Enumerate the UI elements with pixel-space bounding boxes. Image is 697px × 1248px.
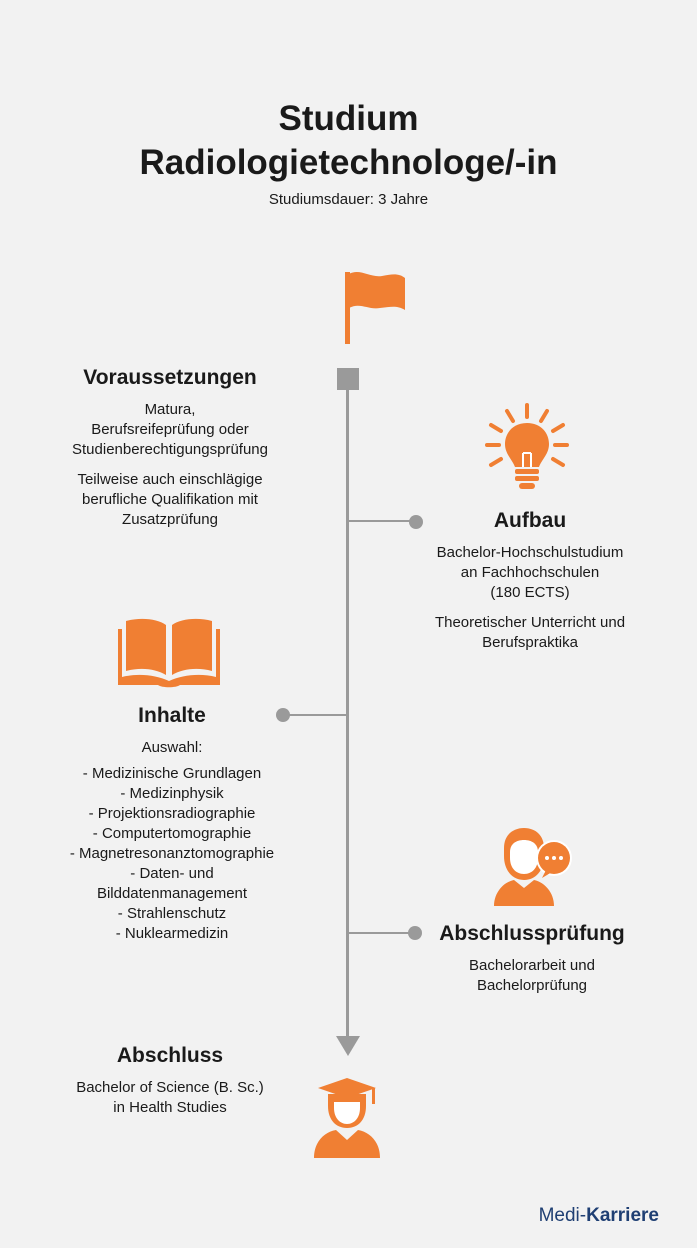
- logo-part2: Karriere: [586, 1205, 659, 1226]
- list-item: - Medizinphysik: [120, 785, 224, 802]
- text-line: Berufspraktika: [482, 634, 578, 651]
- heading-abschlusspruefung: Abschlussprüfung: [439, 922, 625, 945]
- text-line: Bachelorarbeit und: [469, 957, 595, 974]
- abschluss-text: [40, 1078, 300, 1118]
- list-item: Bilddatenmanagement: [96, 885, 248, 902]
- text-line: Studienberechtigungsprüfung: [72, 441, 268, 458]
- speech-person-icon: [492, 826, 574, 908]
- voraussetzungen-text-1: [40, 400, 300, 460]
- list-item: - Medizinische Grundlagen: [82, 765, 262, 782]
- text-line: in Health Studies: [113, 1099, 227, 1116]
- text-line: Bachelor of Science (B. Sc.): [76, 1079, 264, 1096]
- book-icon: [116, 615, 222, 689]
- text-line: Bachelor-Hochschulstudium: [436, 544, 624, 561]
- timeline-start-marker: [337, 368, 359, 390]
- list-item: - Magnetresonanztomographie: [69, 845, 275, 862]
- page-title-line1: Studium: [278, 99, 419, 138]
- flag-icon: [342, 270, 408, 346]
- medi-karriere-logo: [539, 1204, 659, 1228]
- aufbau-text-1: [400, 543, 660, 603]
- list-item: - Strahlenschutz: [117, 905, 227, 922]
- page-title-line2: Radiologietechnologe/-in: [139, 143, 558, 182]
- list-item: - Daten- und: [130, 865, 214, 882]
- text-line: berufliche Qualifikation mit: [82, 491, 258, 508]
- logo-part1: Medi-: [538, 1205, 587, 1226]
- text-line: Zusatzprüfung: [122, 511, 218, 528]
- heading-inhalte: Inhalte: [138, 704, 206, 727]
- text-line: an Fachhochschulen: [460, 564, 600, 581]
- study-duration: Studiumsdauer: 3 Jahre: [268, 191, 429, 208]
- heading-aufbau: Aufbau: [493, 509, 567, 532]
- timeline-arrow: [336, 1036, 360, 1056]
- aufbau-text-2: [400, 613, 660, 653]
- text-line: Matura,: [144, 401, 196, 418]
- inhalte-intro: Auswahl:: [141, 739, 203, 756]
- voraussetzungen-text-2: [40, 470, 300, 530]
- lightbulb-icon: [485, 403, 569, 495]
- heading-abschluss: Abschluss: [116, 1044, 224, 1067]
- inhalte-list: [40, 764, 304, 944]
- list-item: - Projektionsradiographie: [88, 805, 256, 822]
- text-line: (180 ECTS): [490, 584, 570, 601]
- list-item: - Nuklearmedizin: [115, 925, 229, 942]
- list-item: - Computertomographie: [92, 825, 252, 842]
- text-line: Theoretischer Unterricht und: [434, 614, 626, 631]
- heading-voraussetzungen: Voraussetzungen: [83, 366, 257, 389]
- abschlusspruefung-text: [400, 956, 664, 996]
- graduate-icon: [312, 1076, 382, 1160]
- text-line: Teilweise auch einschlägige: [77, 471, 263, 488]
- text-line: Bachelorprüfung: [476, 977, 588, 994]
- text-line: Berufsreifeprüfung oder: [91, 421, 249, 438]
